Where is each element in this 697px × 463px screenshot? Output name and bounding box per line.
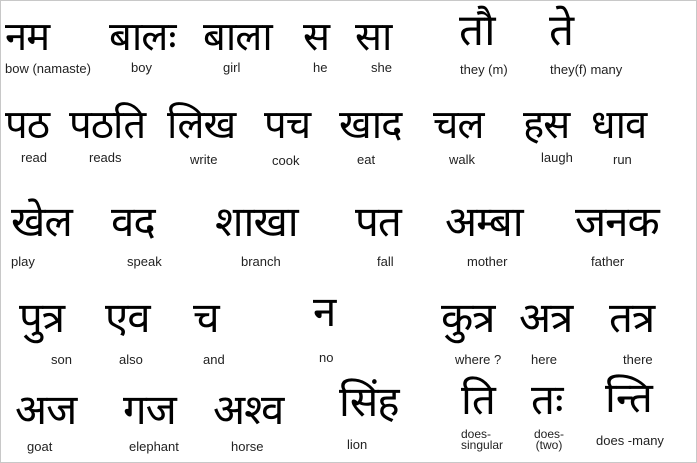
word-na: न (313, 287, 336, 336)
gloss-father: father (591, 254, 625, 269)
word-khaada: खाद (339, 102, 402, 148)
gloss-they-m: they (m) (460, 62, 508, 77)
word-janaka: जनक (575, 197, 659, 246)
word-pata: पत (355, 197, 401, 246)
gloss-goat: goat (27, 439, 53, 454)
gloss-play: play (11, 254, 35, 269)
gloss-he: he (313, 60, 328, 75)
gloss-lion: lion (347, 437, 368, 452)
word-kutra: कुत्र (441, 293, 495, 342)
word-shaakhaa: शाखा (215, 197, 298, 246)
word-atra: अत्र (519, 293, 573, 342)
gloss-speak: speak (127, 254, 162, 269)
word-tatra: तत्र (609, 293, 655, 342)
gloss-walk: walk (449, 152, 476, 167)
word-simha: सिंह (339, 377, 399, 426)
gloss-where: where ? (455, 352, 502, 367)
gloss-fall: fall (377, 254, 394, 269)
gloss-there: there (623, 352, 653, 367)
word-tah-suffix: तः (531, 375, 563, 424)
word-ca: च (193, 293, 219, 342)
gloss-mother: mother (467, 254, 508, 269)
gloss-write: write (190, 152, 218, 167)
word-hasa: हस (523, 102, 570, 148)
word-aja: अज (15, 385, 77, 434)
gloss-does-singular: does-singular (461, 427, 504, 452)
gloss-does-many: does -many (596, 433, 664, 448)
word-nti-suffix: न्ति (605, 373, 652, 422)
gloss-horse: horse (231, 439, 264, 454)
gloss-they-f-many: they(f) many (550, 62, 623, 77)
gloss-elephant: elephant (129, 439, 179, 454)
gloss-here: here (531, 352, 558, 367)
word-te: ते (549, 5, 574, 56)
gloss-reads: reads (89, 150, 122, 165)
word-eva: एव (105, 293, 150, 342)
word-baalah: बालः (109, 14, 176, 60)
word-ti-suffix: ति (461, 375, 495, 424)
gloss-bow: bow (namaste) (5, 61, 91, 76)
gloss-and: and (203, 352, 225, 367)
word-khela: खेल (11, 197, 72, 246)
gloss-cook: cook (272, 153, 300, 168)
word-dhaava: धाव (591, 102, 647, 148)
word-gaja: गज (123, 385, 176, 434)
gloss-also: also (119, 352, 143, 367)
word-vada: वद (111, 197, 155, 246)
gloss-eat: eat (357, 152, 376, 167)
word-ashva: अश्व (213, 385, 284, 434)
gloss-son: son (51, 352, 72, 367)
word-sa: स (303, 14, 330, 60)
word-paca: पच (264, 102, 311, 148)
word-pathati: पठति (69, 102, 146, 148)
word-patha: पठ (5, 102, 49, 148)
gloss-girl: girl (223, 60, 241, 75)
gloss-run: run (613, 152, 632, 167)
word-putra: पुत्र (19, 293, 65, 342)
word-cala: चल (433, 102, 484, 148)
gloss-branch: branch (241, 254, 281, 269)
word-namah: नम (5, 14, 50, 60)
gloss-boy: boy (131, 60, 152, 75)
word-baalaa: बाला (203, 14, 272, 60)
gloss-does-two: does-(two) (533, 427, 565, 452)
word-tau: तौ (459, 5, 495, 56)
gloss-she: she (371, 60, 392, 75)
gloss-read: read (21, 150, 48, 165)
word-likha: लिख (167, 102, 236, 148)
word-saa: सा (355, 14, 392, 60)
gloss-laugh: laugh (541, 150, 573, 165)
word-ambaa: अम्बा (445, 197, 523, 246)
gloss-no: no (319, 350, 334, 365)
